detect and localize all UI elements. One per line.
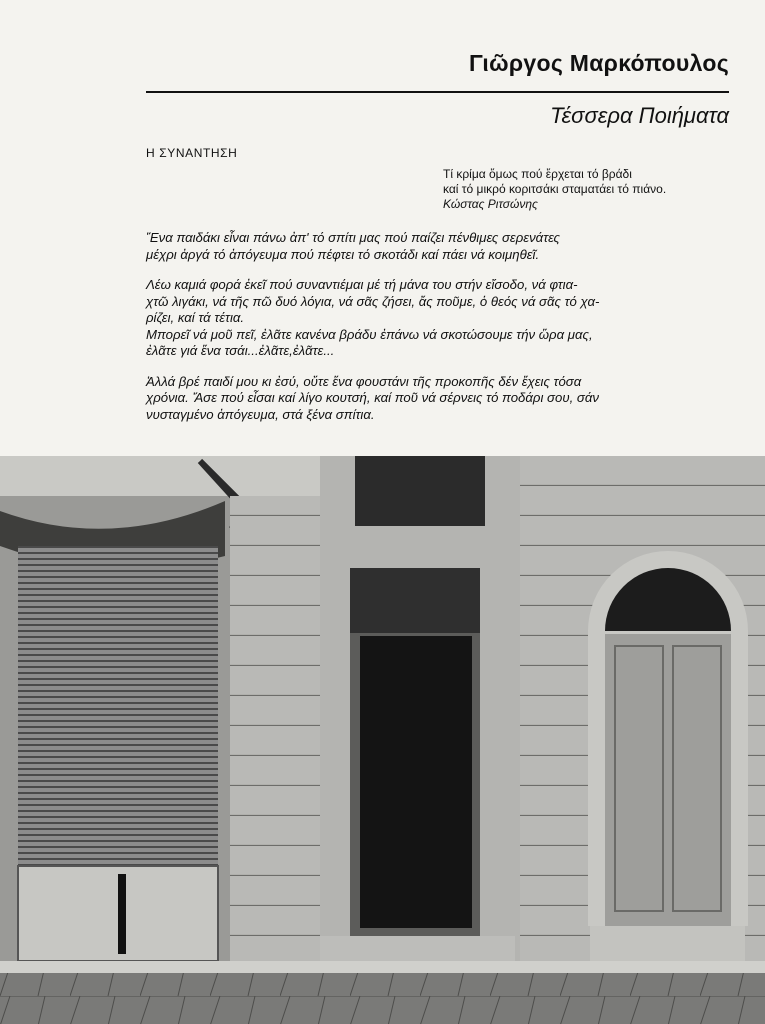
poem-line: μέχρι ἀργά τό ἀπόγευμα πού πέφτει τό σκοτάδι καί πάει νά κοιμηθεῖ.	[146, 246, 540, 262]
epigraph-line: Τί κρίμα ὅμως πού ἔρχεται τό βράδι	[443, 167, 632, 181]
poem-line: Ἀλλά βρέ παιδί μου κι ἐσύ, οὔτε ἕνα φουστάνι τῆς προκοπῆς δέν ἔχεις τόσα	[146, 373, 582, 389]
poem-line: χρόνια. Ἄσε πού εἶσαι καί λίγο κουτσή, καί ποῦ νά σέρνεις τό ποδάρι σου, σάν	[146, 390, 599, 405]
article-title: Τέσσερα Ποιήματα	[550, 103, 729, 128]
building-facade-illustration	[0, 456, 765, 1024]
epigraph-attribution: Κώστας Ριτσώνης	[443, 197, 538, 211]
header-rule	[146, 91, 729, 93]
poem-body	[146, 230, 736, 437]
rolling-shutter	[18, 546, 218, 866]
epigraph-line: καί τό μικρό κοριτσάκι σταματάει τό πιάνο.	[443, 182, 667, 196]
poem-line: ἐλᾶτε γιά ἕνα τσάι...ἐλᾶτε,ἐλᾶτε...	[146, 343, 335, 358]
poem-line: νυσταγμένο ἀπόγευμα, στά ξένα σπίτια.	[146, 406, 375, 422]
double-door	[605, 634, 731, 926]
stanza	[146, 277, 736, 360]
dark-doorway	[360, 636, 472, 928]
stanza	[146, 374, 736, 424]
poem-line: Ἕνα παιδάκι εἶναι πάνω ἀπ' τό σπίτι μας πού παίζει πένθιμες σερενάτες	[146, 230, 560, 245]
poem-line: Λέω καμιά φορά ἐκεῖ πού συναντιέμαι μέ τή μάνα του στήν εἴσοδο, νά φτια-	[146, 277, 578, 292]
epigraph	[443, 167, 753, 212]
poem-line: χτῶ λιγάκι, νά τῆς πῶ δυό λόγια, νά σᾶς ζήσει, ἄς ποῦμε, ὁ θεός νά σᾶς τό χα-	[146, 293, 600, 309]
stanza	[146, 230, 736, 263]
section-title: Η ΣΥΝΑΝΤΗΣΗ	[146, 146, 238, 160]
author-name: Γιῶργος Μαρκόπουλος	[469, 50, 729, 76]
upper-window	[355, 456, 485, 526]
poem-line: Μπορεῖ νά μοῦ πεῖ, ἐλᾶτε κανένα βράδυ ἐπάνω νά σκοτώσουμε τήν ὥρα μας,	[146, 326, 593, 342]
poem-line: ρίζει, καί τά τέτια.	[146, 310, 245, 325]
pavement	[0, 971, 765, 1024]
